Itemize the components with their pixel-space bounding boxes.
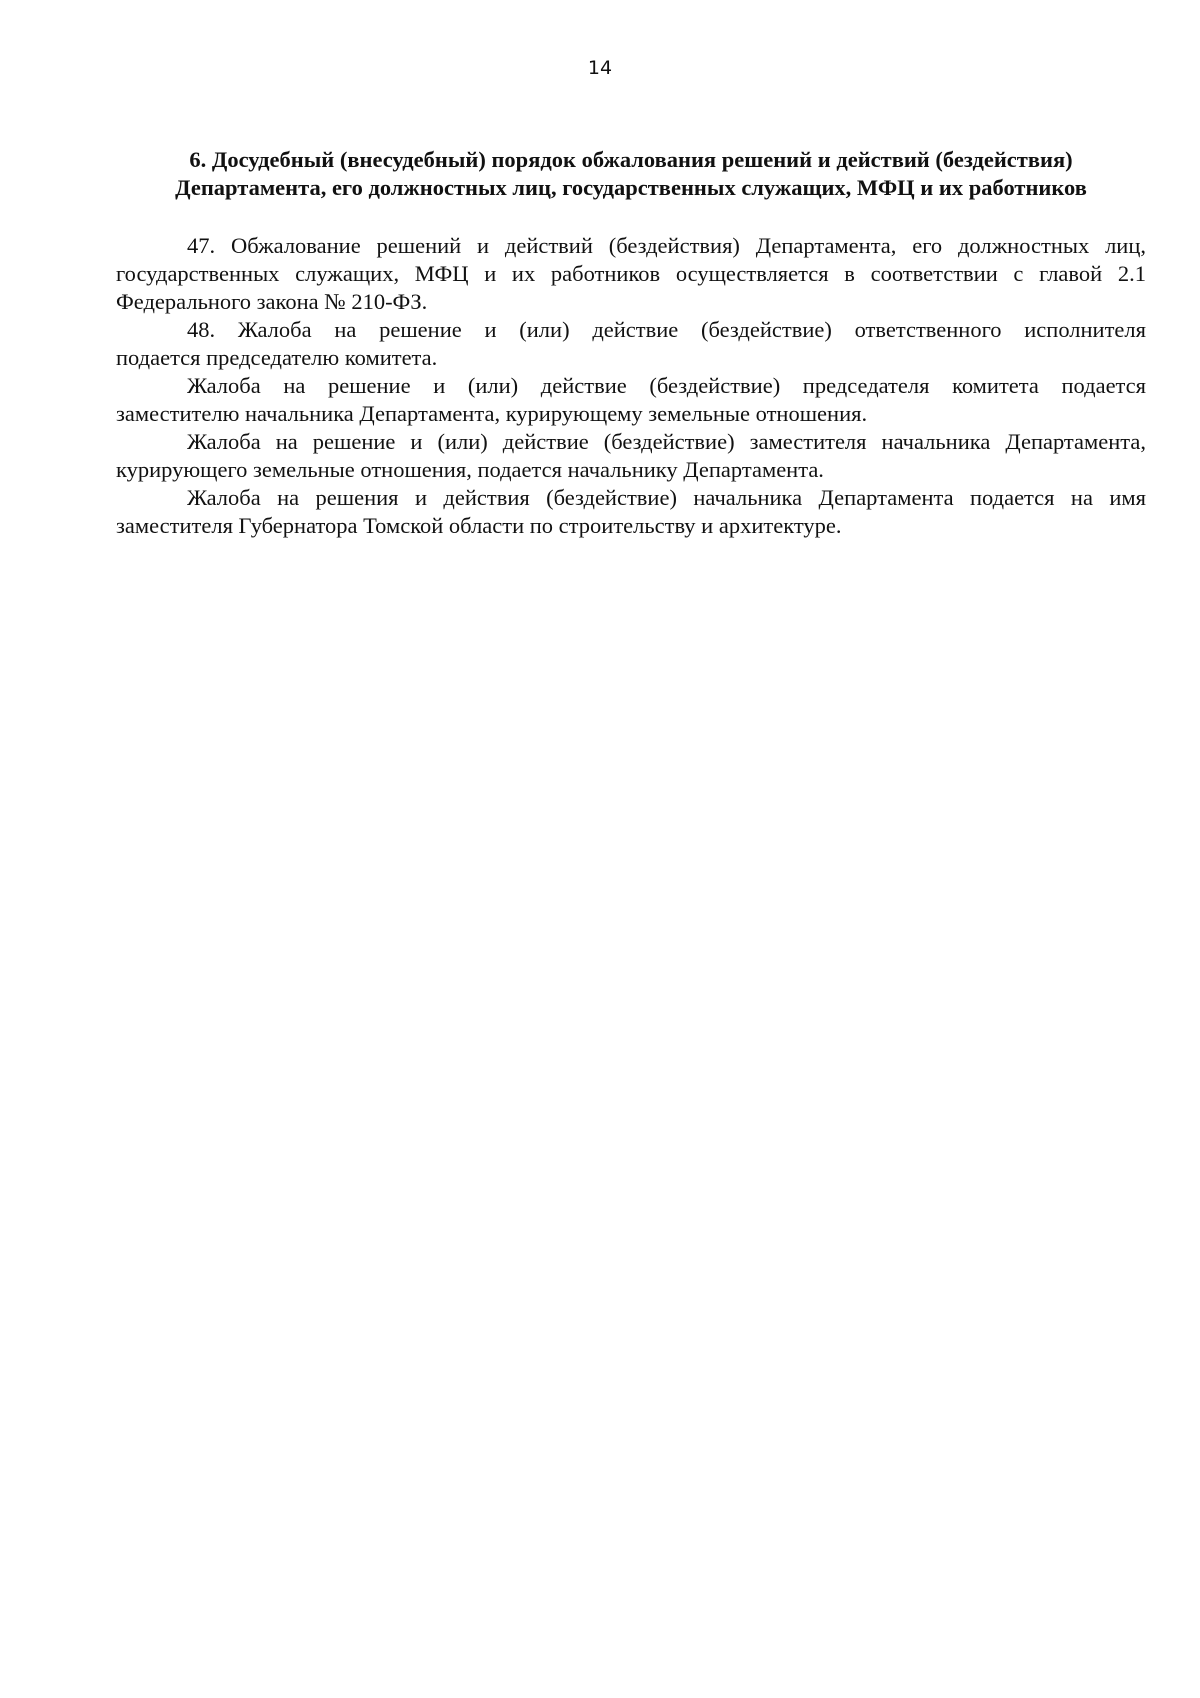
paragraph-47 [116,232,1146,316]
paragraph-line: подается председателю комитета. [116,345,438,370]
paragraph-line: 48. Жалоба на решение и (или) действие (бездействие) ответственного исполнителя [187,317,1146,342]
paragraph-line: заместителю начальника Департамента, курирующему земельные отношения. [116,401,868,426]
paragraph-line: государственных служащих, МФЦ и их работников осуществляется в соответствии с главой 2.1 [116,261,1146,286]
section-heading-line-2: Департамента, его должностных лиц, государственных служащих, МФЦ и их работников [175,175,1087,200]
paragraph-line: 47. Обжалование решений и действий (бездействия) Департамента, его должностных лиц, [187,233,1146,258]
paragraph-line: курирующего земельные отношения, подается начальнику Департамента. [116,457,824,482]
paragraph-line: Жалоба на решение и (или) действие (бездействие) заместителя начальника Департамента, [187,429,1146,454]
section-heading [116,146,1146,202]
section-heading-line-1: 6. Досудебный (внесудебный) порядок обжалования решений и действий (бездействия) [189,147,1073,172]
paragraph-complaint-head [116,484,1146,540]
paragraph-complaint-chairman [116,372,1146,428]
section-body [116,232,1146,540]
paragraph-complaint-deputy-head [116,428,1146,484]
paragraph-line: Жалоба на решения и действия (бездействие) начальника Департамента подается на имя [187,485,1146,510]
paragraph-line: заместителя Губернатора Томской области по строительству и архитектуре. [116,513,842,538]
paragraph-line: Жалоба на решение и (или) действие (бездействие) председателя комитета подается [187,373,1146,398]
page-number: 14 [587,57,613,79]
paragraph-48 [116,316,1146,372]
paragraph-line: Федерального закона № 210-ФЗ. [116,289,428,314]
